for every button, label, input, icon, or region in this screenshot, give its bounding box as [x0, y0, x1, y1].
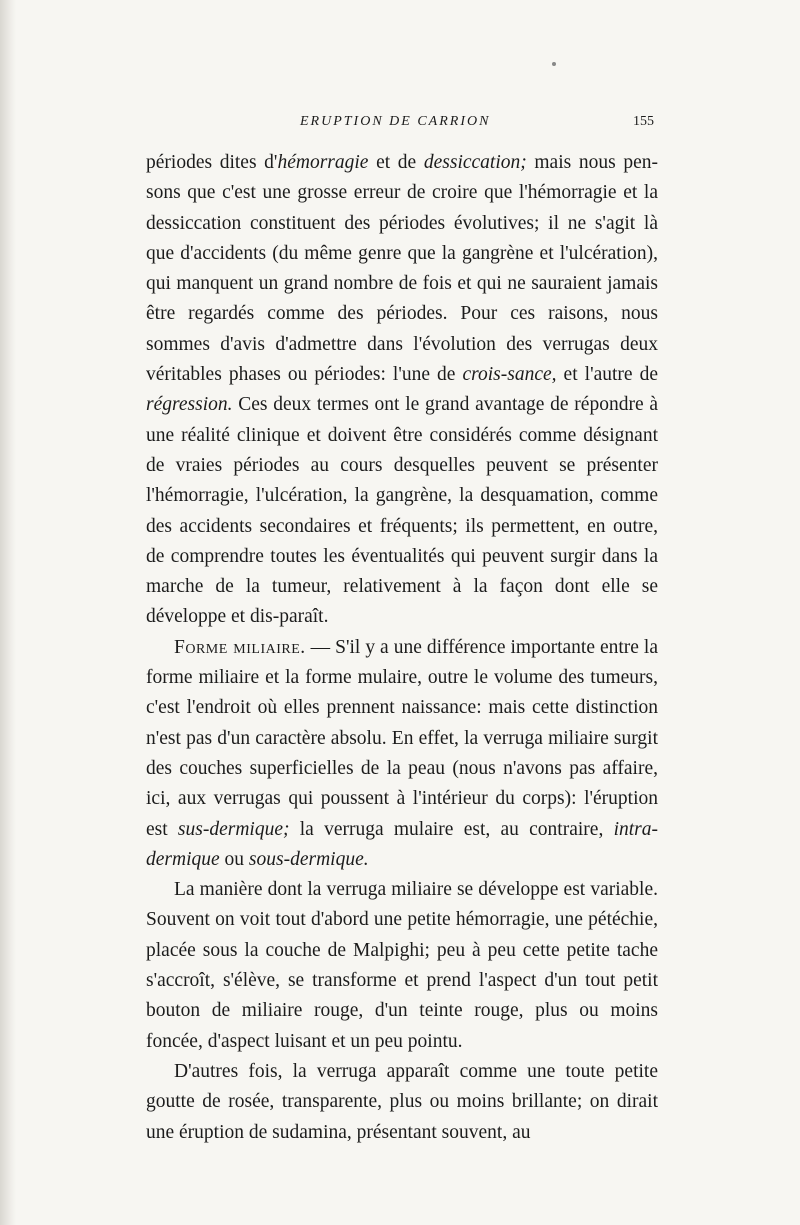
text-run: et de [368, 152, 424, 173]
text-run: la verruga mulaire est, au contraire, [289, 818, 614, 840]
text-run: D'autres fois, la verruga apparaît comme une toute petite goutte de rosée, transparente, plus ou moins brillante; on dirait une éruption de sudamina, présentant souvent, au [146, 1060, 658, 1143]
italic-run: hémorragie [277, 152, 369, 173]
section-heading: Forme miliaire. [174, 636, 306, 658]
text-run: ou [219, 848, 249, 870]
running-title: ERUPTION DE CARRION [300, 114, 491, 129]
italic-run: sous-dermique. [248, 848, 369, 870]
italic-run: régression. [146, 394, 233, 416]
text-run: mais nous pen-sons que c'est une grosse erreur de croire que l'hémorragie et la dessiccation constituent des périodes évolutives; il ne s'agit là que d'accidents (du même genre que la gangrène et l'ulcération), qui manquent un grand nombre de fois et qui ne sauraient jamais être regardés comme des périodes. Pour ces raisons, nous sommes d'avis d'admettre dans l'évolution des verrugas deux véritables phases ou périodes: l'une de [146, 152, 658, 386]
page-number: 155 [633, 114, 654, 129]
text-run: et l'autre de [556, 364, 658, 386]
body-text [146, 148, 658, 1148]
italic-run: intra-dermique [146, 818, 658, 870]
page-binding-edge [0, 0, 16, 1225]
text-run: périodes dites d' [146, 152, 278, 173]
italic-run: sus-dermique; [177, 818, 290, 840]
paragraph [146, 1057, 658, 1148]
paragraph [146, 148, 658, 633]
paragraph [146, 633, 658, 875]
text-run: — S'il y a une différence importante entre la forme miliaire et la forme mulaire, outre le volume des tumeurs, c'est l'endroit où elles prennent naissance: mais cette distinction n'est pas d'un caractère absolu. En effet, la verruga miliaire surgit des couches superficielles de la peau (nous n'avons pas affaire, ici, aux verrugas qui poussent à l'intérieur du corps): l'éruption est [146, 636, 658, 840]
speck-mark [552, 62, 556, 66]
text-run: La manière dont la verruga miliaire se développe est variable. Souvent on voit tout d'abord une petite hémorragie, une pétéchie, placée sous la couche de Malpighi; peu à peu cette petite tache s'accroît, s'élève, se transforme et prend l'aspect d'un tout petit bouton de miliaire rouge, d'un teinte rouge, plus ou moins foncée, d'aspect luisant et un peu pointu. [146, 879, 658, 1052]
text-run: Ces deux termes ont le grand avantage de répondre à une réalité clinique et doivent être considérés comme désignant de vraies périodes au cours desquelles peuvent se présenter l'hémorragie, l'ulcération, la gangrène, la desquamation, comme des accidents secondaires et fréquents; ils permettent, en outre, de comprendre toutes les éventualités qui peuvent surgir dans la marche de la tumeur, relativement à la façon dont elle se développe et dis-paraît. [146, 394, 658, 628]
paragraph [146, 875, 658, 1057]
italic-run: crois-sance, [462, 364, 557, 386]
italic-run: dessiccation; [423, 152, 527, 173]
page-header [0, 114, 800, 138]
